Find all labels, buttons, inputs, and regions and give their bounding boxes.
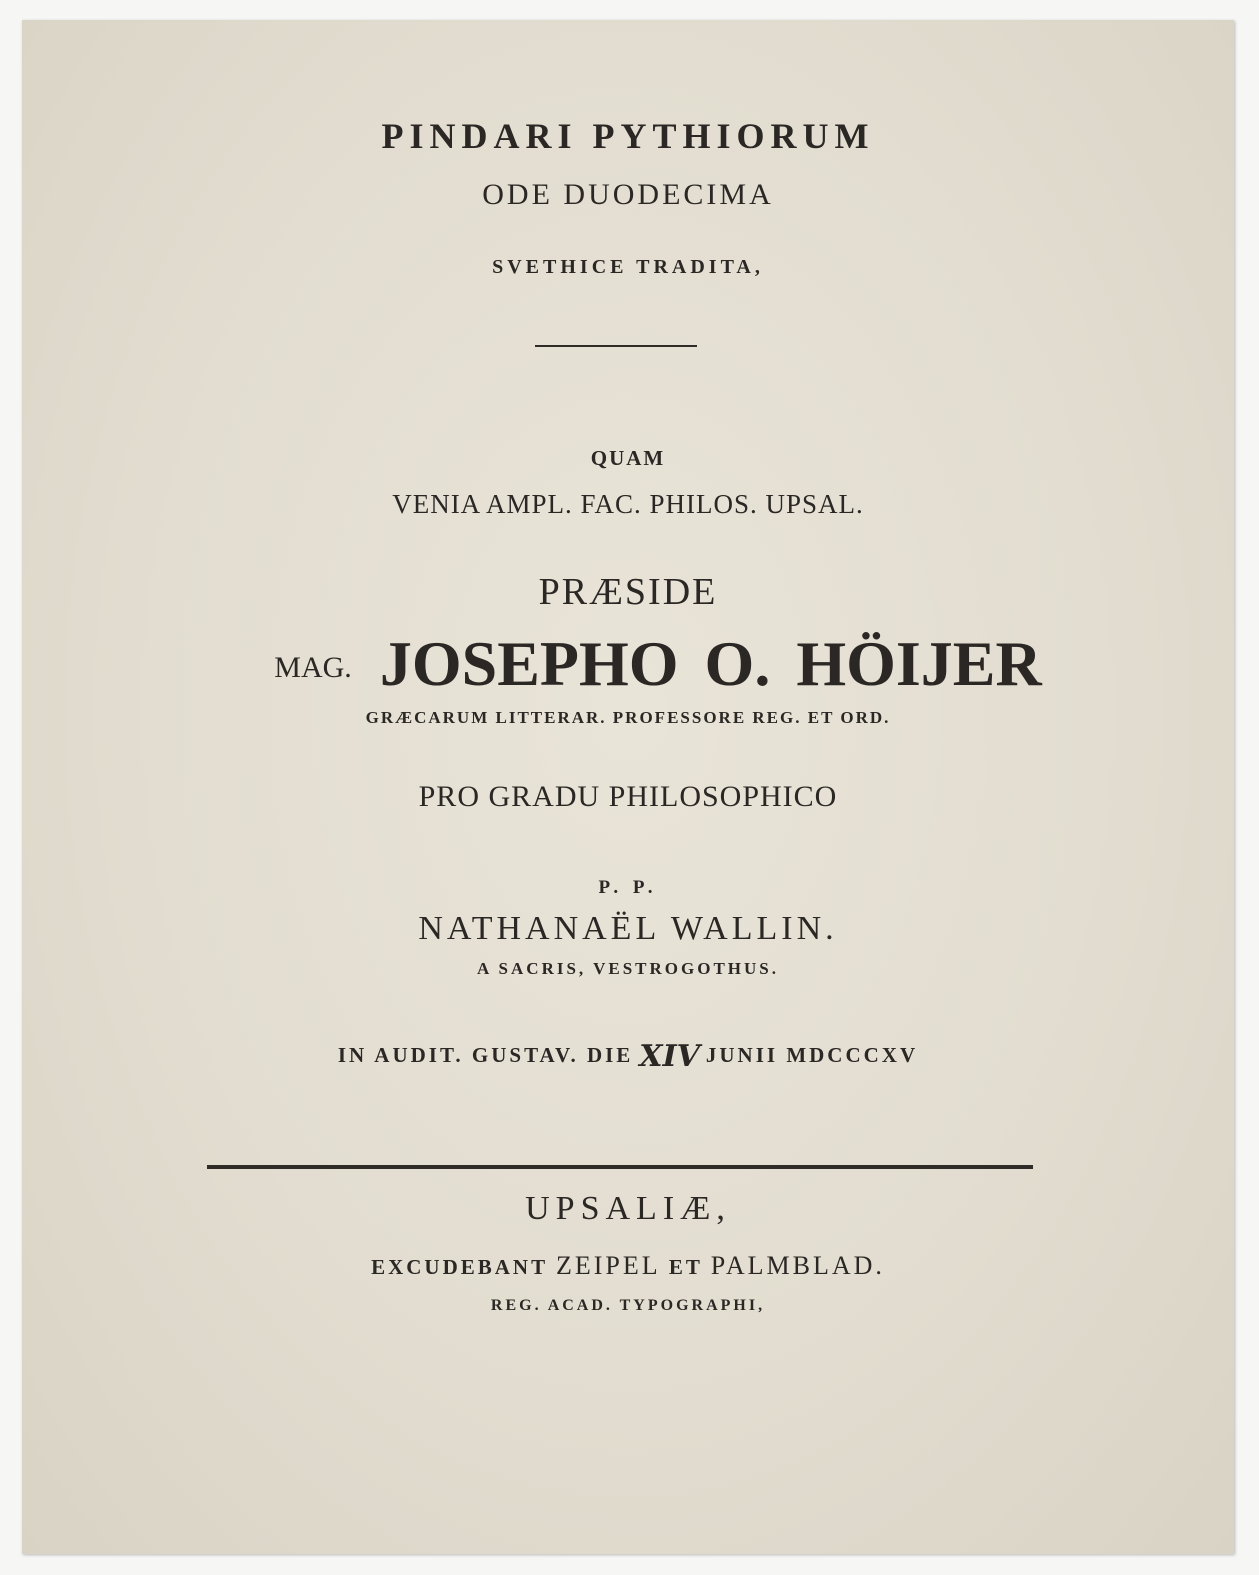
audit-text-before: IN AUDIT. GUSTAV. DIE <box>337 1043 634 1067</box>
title-page <box>22 20 1234 1554</box>
imprint-place: UPSALIÆ, <box>525 1190 731 1227</box>
work-subtitle: ODE DUODECIMA <box>482 178 774 211</box>
et-word: ET <box>668 1255 703 1279</box>
praeses-first-name: JOSEPHO <box>379 628 679 699</box>
work-title: PINDARI PYTHIORUM <box>381 116 875 156</box>
quam-line: QUAM <box>590 446 666 470</box>
divider-long <box>207 1165 1033 1169</box>
praeses-initial: O. <box>704 628 771 699</box>
printer-zeipel: ZEIPEL <box>555 1251 661 1280</box>
praeses-last-name: HÖIJER <box>796 628 1042 699</box>
venia-line: VENIA AMPL. FAC. PHILOS. UPSAL. <box>392 489 864 519</box>
divider-short <box>535 345 697 347</box>
praeside-line: PRÆSIDE <box>538 571 718 613</box>
praeses-prefix: MAG. <box>274 651 352 684</box>
respondent-note: A SACRIS, VESTROGOTHUS. <box>476 959 780 978</box>
translation-note: SVETHICE TRADITA, <box>492 256 764 278</box>
imprint-printers <box>22 1253 1234 1279</box>
printer-role: REG. ACAD. TYPOGRAPHI, <box>490 1297 766 1314</box>
printer-palmblad: PALMBLAD. <box>710 1251 885 1280</box>
excudebant-word: EXCUDEBANT <box>371 1255 548 1279</box>
pp-line: P. P. <box>598 877 658 898</box>
praeses-title: GRÆCARUM LITTERAR. PROFESSORE REG. ET ORD. <box>365 708 891 727</box>
respondent-name: NATHANAËL WALLIN. <box>418 910 838 947</box>
praeses-name <box>52 628 1259 699</box>
handwritten-day: XIV <box>639 1039 700 1074</box>
audit-text-after: JUNII MDCCCXV <box>705 1043 919 1067</box>
pro-gradu-line: PRO GRADU PHILOSOPHICO <box>418 780 838 813</box>
audit-date-line <box>22 1039 1234 1074</box>
